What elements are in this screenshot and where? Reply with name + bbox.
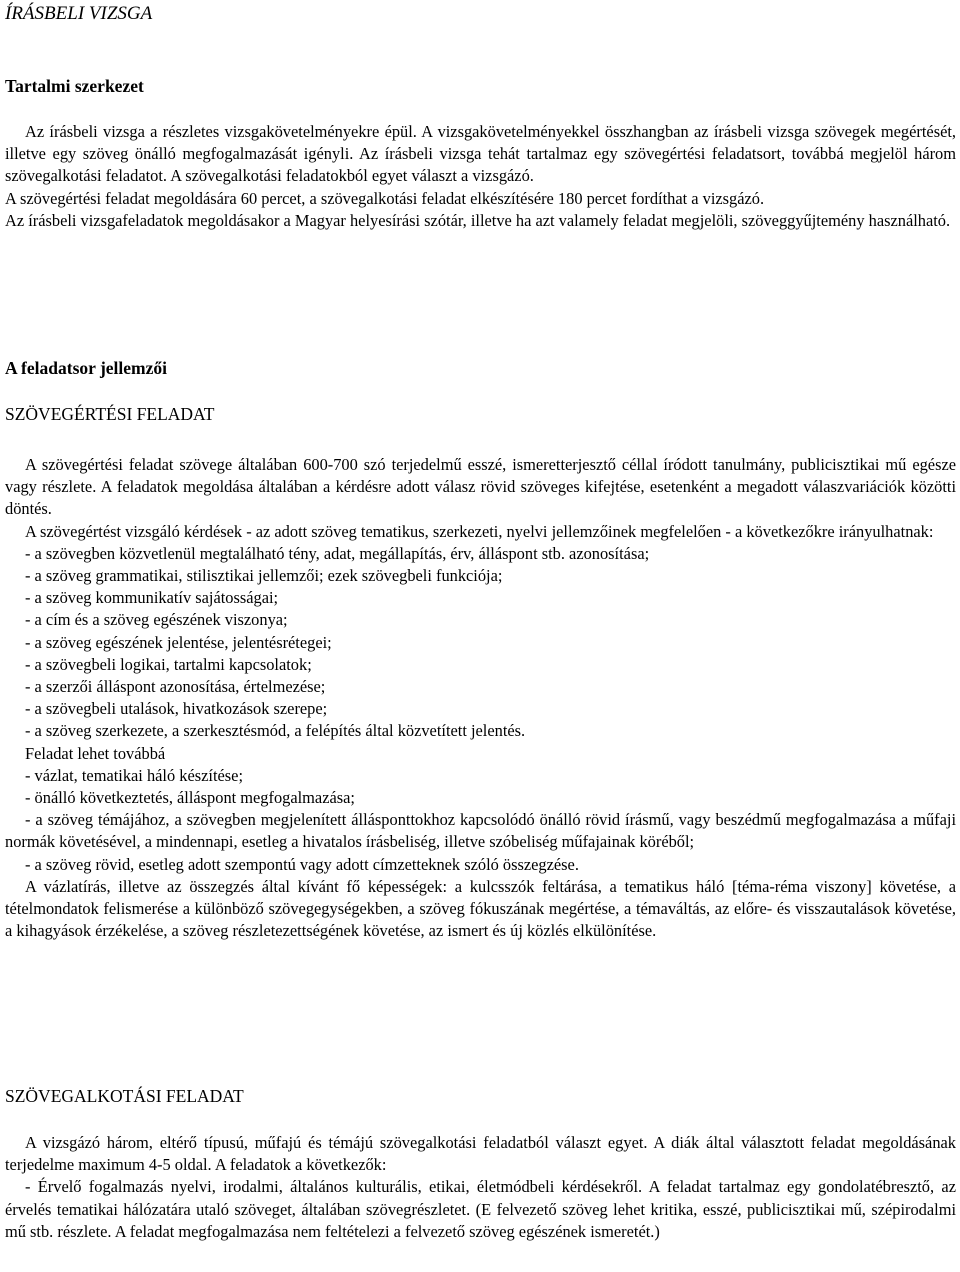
list-item: - a szöveg egészének jelentése, jelentésrétegei; — [25, 632, 332, 652]
list-item: - a szöveg szerkezete, a szerkesztésmód, a felépítés által közvetített jelentés. — [25, 721, 526, 741]
paragraph: A szövegértési feladat szövege általában 600-700 szó terjedelmű esszé, ismeretterjesztő céllal íródott tanulmány, publicisztikai mű egésze vagy részlete. A feladatok megoldása általában a kérdésre adott válasz rövid szöveges kifejtése, esetenként a megadott válaszvariációk közötti döntés. — [5, 455, 956, 519]
paragraph: A szövegértést vizsgáló kérdések - az adott szöveg tematikus, szerkezeti, nyelvi jellemzőinek megfelelően - a következőkre irányulhatnak: — [25, 521, 934, 541]
composition-heading: SZÖVEGALKOTÁSI FELADAT — [5, 1086, 244, 1106]
paragraph: Az írásbeli vizsga a részletes vizsgakövetelményekre épül. A vizsgakövetelményekkel összhangban az írásbeli vizsga szövegek megértését, illetve egy szöveg önálló megfogalmazását igényli. Az írásbeli vizsga tehát tartalmaz egy szövegértési feladatsort, továbbá megjelöl három szövegalkotási feladatot. A szövegalkotási feladatokból egyet választ a vizsgázó. — [5, 122, 956, 186]
list-item: - a szövegbeli logikai, tartalmi kapcsolatok; — [25, 654, 312, 674]
comprehension-heading: SZÖVEGÉRTÉSI FELADAT — [5, 404, 215, 424]
paragraph: A vizsgázó három, eltérő típusú, műfajú és témájú szövegalkotási feladatból választ egyet. A diák által választott feladat megoldásának terjedelme maximum 4-5 oldal. A feladatok a következők: — [5, 1133, 956, 1175]
paragraph: A vázlatírás, illetve az összegzés által kívánt fő képességek: a kulcsszók feltárása, a tematikus háló [téma-réma viszony] követése, a tételmondatok felismerése a különböző szövegegységekben, a szöveg fókuszának megértése, a témaváltás, az előre- és visszautalások követése, a kihagyások érzékelése, a szöveg részletezettségének követése, az ismert és új közlés elkülönítése. — [5, 876, 956, 941]
list-item: - a cím és a szöveg egészének viszonya; — [25, 610, 288, 630]
content-structure-text — [5, 121, 956, 232]
list-item: - a szöveg rövid, esetleg adott szempontú vagy adott címzetteknek szóló összegzése. — [25, 854, 579, 874]
page-title: ÍRÁSBELI VIZSGA — [5, 3, 153, 24]
composition-text — [5, 1132, 956, 1243]
paragraph: A szövegértési feladat megoldására 60 percet, a szövegalkotási feladat elkészítésére 180 percet fordíthat a vizsgázó. — [5, 188, 765, 208]
list-item: - Érvelő fogalmazás nyelvi, irodalmi, általános kulturális, etikai, életmódbeli kérdésekről. A feladat tartalmaz egy gondolatébresztő, az érvelés tematikai hálózatára utaló szöveget, általában szövegrészletet. (E felvezető szöveg lehet kritika, esszé, publicisztikai mű, szépirodalmi mű stb. részlete. A feladat megfogalmazása nem feltételezi a felvezető szöveg egészének ismeretét.) — [5, 1177, 956, 1241]
list-item: - a szöveg kommunikatív sajátosságai; — [25, 588, 279, 608]
list-item: - vázlat, tematikai háló készítése; — [25, 765, 243, 785]
comprehension-text — [5, 454, 956, 942]
list-item: - önálló következtetés, álláspont megfogalmazása; — [25, 788, 355, 808]
task-features-heading: A feladatsor jellemzői — [5, 358, 167, 378]
list-item: - a szöveg témájához, a szövegben megjelenített állásponttokhoz kapcsolódó önálló rövid írásmű, vagy beszédmű megfogalmazása a műfaji normák követésével, a mindennapi, esetleg a hivatalos írásbeliség, illetve szóbeliség műfajainak köréből; — [5, 810, 956, 852]
content-structure-heading: Tartalmi szerkezet — [5, 76, 144, 96]
list-item: - a szerzői álláspont azonosítása, értelmezése; — [25, 677, 326, 697]
list-item: - a szövegben közvetlenül megtalálható tény, adat, megállapítás, érv, álláspont stb. azonosítása; — [25, 543, 650, 563]
list-item: - a szövegbeli utalások, hivatkozások szerepe; — [25, 699, 328, 719]
list-item: - a szöveg grammatikai, stilisztikai jellemzői; ezek szövegbeli funkciója; — [25, 566, 503, 586]
list-intro: Feladat lehet továbbá — [25, 743, 166, 763]
paragraph: Az írásbeli vizsgafeladatok megoldásakor a Magyar helyesírási szótár, illetve ha azt valamely feladat megjelöli, szöveggyűjtemény használható. — [5, 210, 951, 230]
